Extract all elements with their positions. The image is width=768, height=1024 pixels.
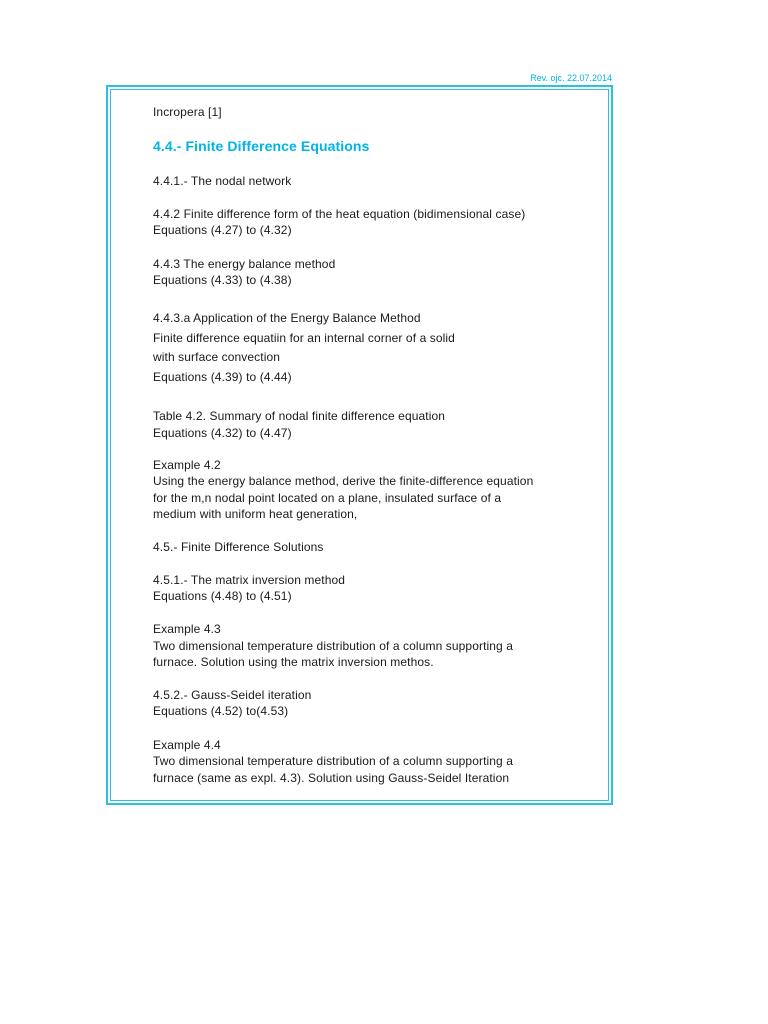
text-line: Table 4.2. Summary of nodal finite difference equation [153,409,446,423]
text-line: 4.4.3 The energy balance method [153,257,336,271]
revision-label: Rev. ojc. 22.07.2014 [530,73,612,83]
text-line: Equations (4.27) to (4.32) [153,223,292,237]
text-line: medium with uniform heat generation, [153,507,358,521]
text-line: furnace (same as expl. 4.3). Solution using Gauss-Seidel Iteration [153,771,510,785]
text-line: 4.4.1.- The nodal network [153,174,292,188]
text-line: 4.4.3.a Application of the Energy Balance Method [153,311,421,325]
text-line: Equations (4.52) to(4.53) [153,704,289,718]
text-line: 4.4.2 Finite difference form of the heat equation (bidimensional case) [153,207,526,221]
text-line: Finite difference equatiin for an internal corner of a solid [153,331,455,345]
text-line: Equations (4.48) to (4.51) [153,589,292,603]
text-line: 4.5.1.- The matrix inversion method [153,573,346,587]
text-line: for the m,n nodal point located on a plane, insulated surface of a [153,491,502,505]
reference-text: Incropera [1] [153,105,222,119]
text-line: Equations (4.39) to (4.44) [153,370,292,384]
text-line: Example 4.2 [153,458,221,472]
text-line: 4.5.2.- Gauss-Seidel iteration [153,688,312,702]
text-line: 4.5.- Finite Difference Solutions [153,540,324,554]
text-line: furnace. Solution using the matrix inversion methos. [153,655,434,669]
text-line: Equations (4.32) to (4.47) [153,426,292,440]
text-line: Example 4.3 [153,622,221,636]
text-line: with surface convection [153,350,281,364]
section-title: 4.4.- Finite Difference Equations [153,138,370,154]
text-line: Using the energy balance method, derive the finite-difference equation [153,474,534,488]
text-line: Example 4.4 [153,738,221,752]
text-line: Equations (4.33) to (4.38) [153,273,292,287]
text-line: Two dimensional temperature distribution of a column supporting a [153,639,514,653]
text-line: Two dimensional temperature distribution of a column supporting a [153,754,514,768]
